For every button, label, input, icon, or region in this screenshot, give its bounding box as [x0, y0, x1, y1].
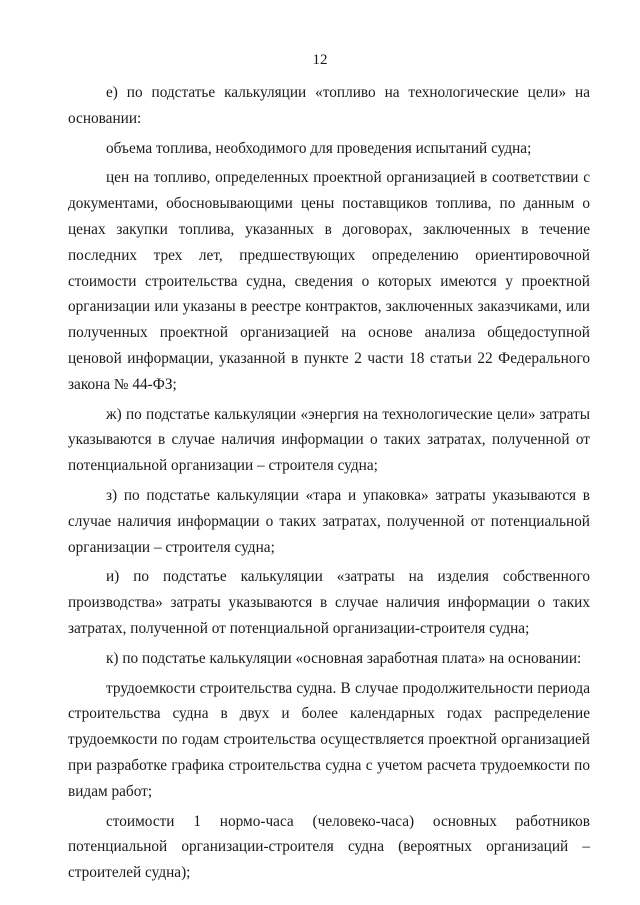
paragraph-i-own-products: и) по подстатье калькуляции «затраты на изделия собственного производства» затраты указываются в случае наличия информации о таких затратах, полученной от потенциальной организации-строителя судна; — [68, 568, 590, 637]
paragraph-zh-energy: ж) по подстатье калькуляции «энергия на технологические цели» затраты указываются в случае наличия информации о таких затратах, полученной от потенциальной организации – строителя судна; — [68, 405, 590, 475]
paragraph-labor-intensity: трудоемкости строительства судна. В случае продолжительности периода строительства судна в двух и более календарных годах распределение трудоемкости по годам строительства осуществляется проектной организацией при разработке графика строительства судна с учетом расчета трудоемкости по видам работ; — [68, 679, 590, 800]
paragraph-fuel-volume: объема топлива, необходимого для проведения испытаний судна; — [106, 139, 532, 157]
paragraph-fuel-prices: цен на топливо, определенных проектной организацией в соответствии с документами, обосновывающими цены поставщиков топлива, по данным о ценах закупки топлива, указанных в договорах, заключенных в течение последних трех лет, предшествующих определению ориентировочной стоимости строительства судна, сведения о которых имеются у проектной организации или указаны в реестре контрактов, заключенных заказчиками, или полученных проектной организацией на основе анализа общедоступной ценовой информации, указанной в пункте 2 части 18 статьи 22 Федерального закона № 44-ФЗ; — [68, 169, 590, 393]
page-number: 12 — [312, 52, 328, 68]
paragraph-hour-cost: стоимости 1 нормо-часа (человеко-часа) основных работников потенциальной организации-строителя судна (вероятных организаций – строителей судна); — [68, 812, 590, 882]
paragraph-z-packaging: з) по подстатье калькуляции «тара и упаковка» затраты указываются в случае наличия информации о таких затратах, полученной от потенциальной организации – строителя судна; — [68, 486, 590, 556]
paragraph-k-wages: к) по подстатье калькуляции «основная заработная плата» на основании: — [106, 649, 582, 667]
paragraph-e-fuel: е) по подстатье калькуляции «топливо на технологические цели» на основании: — [68, 84, 590, 127]
document-body — [68, 80, 590, 890]
